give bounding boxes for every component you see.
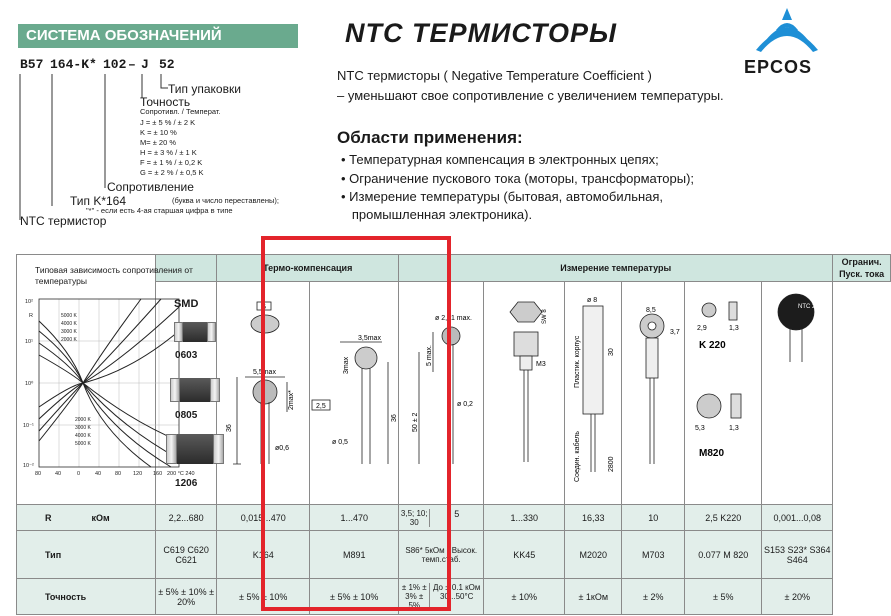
code-tolerance: J (141, 57, 149, 72)
x-tick: 120 (133, 471, 143, 477)
dim-label: 2,9 (697, 325, 707, 332)
type-cell: 0.077 M 820 (685, 531, 762, 579)
dim-label: 50 ± 2 (412, 412, 420, 432)
k-label: 5000 K (61, 313, 77, 319)
dim-label: 2,5 (316, 403, 326, 410)
k-label: 2000 K (61, 337, 77, 343)
prec-cell: ± 1% ± 3% ± 5% (399, 583, 430, 610)
smd-label: SMD (173, 298, 199, 310)
dim-label: 2max* (288, 390, 296, 410)
type-cell: M703 (622, 531, 685, 579)
legend-type-note: (буква и число переставлены); (172, 196, 279, 205)
dim-label: 5,5max (253, 369, 277, 376)
type-cell: K164 (217, 531, 310, 579)
r-cell: 0,015...470 (217, 505, 310, 531)
legend-package: Тип упаковки (168, 82, 241, 96)
dim-label: ø 0,2 (457, 401, 474, 408)
dim-label: 3,7 (670, 329, 680, 336)
intro-line-1: NTC термисторы ( Negative Temperature Coefficient ) (337, 68, 652, 83)
application-item: • Измерение температуры (бытовая, автомобильная, (341, 189, 664, 204)
m2020-drawing-cell (565, 282, 622, 505)
legend-tol-5: G = ± 2 % / ± 0,5 K (140, 168, 204, 177)
x-tick: 160 (153, 471, 163, 477)
applications-title: Области применения: (337, 128, 523, 147)
k-label: 3000 K (75, 425, 91, 431)
dim-label: 8,5 (646, 307, 656, 314)
code-resistance: 102 (103, 57, 127, 72)
x-tick: 80 (35, 471, 42, 477)
r-cell: 2,5 K220 (685, 505, 762, 531)
legend-tol-0: J = ± 5 % / ± 2 K (140, 118, 196, 127)
legend-resistance: Сопротивление (107, 180, 194, 194)
dim-label: 2800 (608, 456, 616, 472)
dim-label: SW 8 (542, 309, 549, 324)
application-item: • Ограничение пускового тока (моторы, трансформаторы); (341, 171, 695, 186)
k-label: 2000 K (75, 417, 91, 423)
dim-label: 3,5max (358, 335, 382, 342)
type-label: Тип (17, 531, 156, 579)
prec-cell: ± 2% (622, 579, 685, 615)
dim-label: ø0,6 (275, 445, 290, 452)
inrush-drawing-cell (762, 282, 833, 505)
m703-drawing-cell (622, 282, 685, 505)
legend-ntc: NTC термистор (20, 214, 107, 228)
dim-label: ø 0,5 (332, 439, 349, 446)
prec-cell: ± 20% (762, 579, 833, 615)
type-cell: S86* 5кОм - Высок. темп.стаб. (399, 531, 484, 579)
legend-type: Тип K*164 (70, 194, 127, 208)
type-cell: KK45 (484, 531, 565, 579)
type-cell: S153 S23* S364 S464 (762, 531, 833, 579)
kk45-drawing (484, 282, 564, 502)
dim-label: 5,3 (695, 425, 705, 432)
code-package: 52 (159, 57, 175, 72)
prec-cell: ± 1кОм (565, 579, 622, 615)
prec-cell: ± 5% ± 10% (217, 579, 310, 615)
smd-cell (156, 282, 217, 505)
k-label: 3000 K (61, 329, 77, 335)
chip-0603-icon (174, 322, 216, 342)
r-cell: 5 (454, 508, 460, 519)
dim-label: ø 2,41 max. (435, 315, 473, 322)
prec-cell: ± 5% (685, 579, 762, 615)
smd-size: 0805 (175, 410, 198, 421)
x-tick: 40 (95, 471, 102, 477)
r-cell: 16,33 (565, 505, 622, 531)
y-axis-label: R (29, 313, 33, 319)
dim-label: 36 (226, 424, 234, 432)
dim-label: ø 8 (587, 297, 598, 304)
prec-cell: ± 5% ± 10% (310, 579, 399, 615)
group-thermo-comp: Термо-компенсация (217, 255, 399, 282)
y-tick: 10⁻¹ (23, 423, 34, 429)
legend-precision-sub: Сопротивл. / Температ. (140, 107, 221, 116)
brand-name: EPCOS (744, 57, 813, 77)
legend-tol-1: K = ± 10 % (140, 128, 177, 137)
m2020-drawing (565, 282, 621, 502)
m820-label: M820 (699, 448, 725, 459)
chip-0805-icon (170, 378, 220, 402)
r-cell: 10 (622, 505, 685, 531)
ntc-mark: NTC 2,2 (798, 304, 821, 310)
y-tick: 10¹ (25, 339, 33, 345)
dim-label: 5 (262, 304, 267, 311)
k-label: 4000 K (75, 433, 91, 439)
highlight-frame (261, 236, 451, 611)
dim-label: 1,3 (729, 325, 739, 332)
r-unit: кОм (91, 512, 110, 523)
k220-m820-drawing (685, 282, 761, 502)
code-type: 164-K* (50, 57, 97, 72)
type-cell: M2020 (565, 531, 622, 579)
legend-tol-4: F = ± 1 % / ± 0,2 K (140, 158, 203, 167)
r-cell: 0,001...0,08 (762, 505, 833, 531)
epcos-logo-icon (752, 6, 822, 56)
spec-table (16, 254, 891, 615)
x-tick: 80 (115, 471, 122, 477)
r-cell: 3,5; 10; 30 (399, 509, 430, 527)
r-cell: 1...330 (484, 505, 565, 531)
r-cell: 1...470 (310, 505, 399, 531)
x-tick: 40 (55, 471, 62, 477)
dim-label: M3 (536, 361, 546, 368)
m703-drawing (622, 282, 684, 502)
intro-line-2: – уменьшают свое сопротивление с увеличением температуры. (337, 88, 724, 103)
k220-m820-drawing-cell (685, 282, 762, 505)
designation-banner: СИСТЕМА ОБОЗНАЧЕНИЙ (18, 24, 298, 48)
dim-label: 36 (391, 414, 399, 422)
dim-label: 5 max. (426, 344, 434, 366)
kk45-drawing-cell (484, 282, 565, 505)
smd-size: 0603 (175, 350, 198, 361)
dim-label: 3max (343, 356, 351, 374)
type-cell: M891 (310, 531, 399, 579)
x-tick: 0 (77, 471, 81, 477)
row-r-label (17, 505, 156, 531)
k-label: 5000 K (75, 441, 91, 447)
application-item: • Температурная компенсация в электронных цепях; (341, 152, 659, 167)
legend-type-note2: "*" - если есть 4-ая старшая цифра в типе (86, 206, 233, 215)
k220-label: K 220 (699, 340, 726, 351)
code-sep: – (128, 57, 136, 72)
precision-label: Точность (17, 579, 156, 615)
legend-tol-3: H = ± 3 % / ± 1 K (140, 148, 197, 157)
dim-label: Пластик. корпус (574, 335, 582, 388)
group-inrush-limit: Огранич. Пуск. тока (833, 255, 891, 282)
y-tick: 10⁰ (25, 381, 34, 387)
dim-label: 30 (608, 348, 616, 356)
prec-cell: До ± 0.1 кОм 30...50°C (433, 583, 481, 601)
k-label: 4000 K (61, 321, 77, 327)
prec-cell: ± 10% (484, 579, 565, 615)
r-label: R (45, 512, 52, 523)
graph-title: Типовая зависимость сопротивления от температуры (35, 265, 193, 286)
group-temp-measure: Измерение температуры (399, 255, 833, 282)
code-b57: B57 (20, 57, 44, 72)
y-tick: 10² (25, 299, 33, 305)
x-tick: 200 °C 240 (167, 471, 195, 477)
type-cell: C619 C620 C621 (156, 531, 217, 579)
page-title: NTC ТЕРМИСТОРЫ (345, 18, 618, 48)
chip-1206-icon (166, 434, 224, 464)
r-cell: 2,2...680 (156, 505, 217, 531)
legend-precision: Точность (140, 95, 191, 109)
inrush-disc-drawing (762, 282, 832, 502)
dim-label: 1,3 (729, 425, 739, 432)
application-item: промышленная электроника). (341, 207, 533, 222)
y-tick: 10⁻² (23, 463, 34, 469)
legend-tol-2: M= ± 20 % (140, 138, 177, 147)
dim-label: Соедин. кабель (574, 431, 582, 482)
prec-cell: ± 5% ± 10% ± 20% (156, 579, 217, 615)
smd-size: 1206 (175, 478, 198, 489)
